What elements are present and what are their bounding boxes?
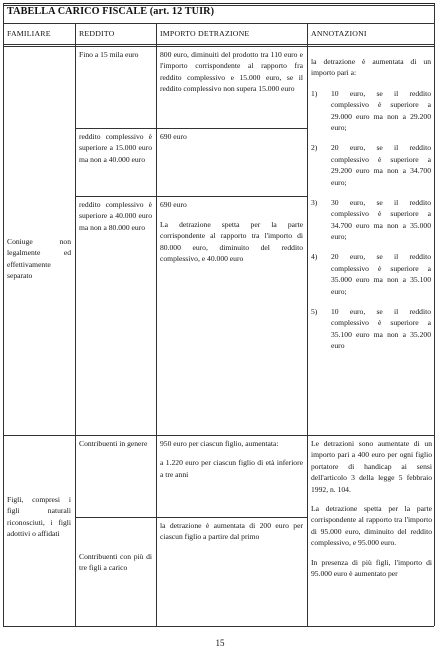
figli-reddito-2: Contribuenti con più di tre figli a carico	[79, 552, 152, 573]
annotazione-item	[311, 88, 431, 134]
figli-importo-2: la detrazione è aumentata di 200 euro per ciascun figlio a partire dal primo	[160, 521, 303, 542]
annotazione-text: 10 euro, se il reddito complessivo è superiore a 29.000 euro ma non a 29.200 euro;	[331, 88, 431, 132]
column-divider-1	[75, 23, 76, 626]
figli-importo-1-line1: 950 euro per ciascun figlio, aumentata:	[160, 439, 279, 448]
figli-annotazione-2: La detrazione spetta per la parte corrispondente al rapporto tra l'importo di 95.000 euro, diminuito del reddito complessivo, e 95.000 euro.	[311, 503, 432, 548]
table-border-left	[3, 3, 4, 626]
header-separator-inner	[3, 46, 434, 47]
header-familiare: FAMILIARE	[7, 29, 51, 38]
header-separator	[3, 44, 434, 45]
annotazione-item	[311, 142, 431, 188]
figli-reddito-1: Contribuenti in genere	[79, 439, 148, 448]
annotazione-text: 10 euro, se il reddito complessivo è superiore a 35.100 euro ma non a 35.200 euro	[331, 307, 431, 351]
coniuge-importo-3: 690 euro	[160, 200, 187, 209]
table-border-top	[3, 3, 434, 4]
coniuge-reddito-3: reddito complessivo è superiore a 40.000 euro ma non a 80.000 euro	[79, 200, 152, 232]
header-annotazioni: ANNOTAZIONI	[311, 29, 367, 38]
coniuge-importo-2: 690 euro	[160, 132, 187, 141]
annotazione-text: 30 euro, se il reddito complessivo è superiore a 34.700 euro ma non a 35.000 euro;	[331, 197, 431, 242]
coniuge-annotazioni-intro: la detrazione è aumentata di un importo pari a:	[311, 57, 431, 78]
column-divider-3	[307, 23, 308, 626]
coniuge-annotazioni	[311, 56, 431, 361]
annotazione-number: 1)	[311, 88, 318, 98]
coniuge-familiare: Coniuge non legalmente ed effettivamente separato	[7, 237, 71, 281]
table-border-bottom	[3, 626, 434, 627]
annotazione-number: 3)	[311, 197, 318, 207]
page-number: 15	[215, 638, 225, 648]
annotazione-item	[311, 197, 431, 243]
figli-annotazione-3: In presenza di più figli, l'importo di 95.000 euro è aumentato per	[311, 557, 432, 578]
title-separator	[3, 23, 434, 24]
row-separator-1	[75, 128, 307, 129]
figli-importo-1-line2: a 1.220 euro per ciascun figlio di età inferiore a tre anni	[160, 458, 303, 479]
figli-familiare: Figli, compresi i figli naturali riconosciuti, i figli adottivi o affidati	[7, 495, 71, 539]
table-border-right	[434, 3, 435, 626]
row-separator-3	[75, 517, 307, 518]
annotazione-number: 2)	[311, 143, 318, 153]
annotazione-number: 5)	[311, 307, 318, 317]
figli-annotazione-1: Le detrazioni sono aumentate di un importo pari a 400 euro per ogni figlio portatore di handicap ai sensi dell'articolo 3 della legge 5 febbraio 1992, n. 104.	[311, 439, 432, 494]
coniuge-reddito-1: Fino a 15 mila euro	[79, 50, 139, 59]
figli-annotazioni	[311, 438, 432, 587]
section-separator	[3, 435, 434, 436]
header-importo: IMPORTO DETRAZIONE	[160, 29, 250, 38]
table-title: TABELLA CARICO FISCALE (art. 12 TUIR)	[7, 6, 215, 17]
annotazione-item	[311, 306, 431, 352]
coniuge-reddito-2: reddito complessivo è superiore a 15.000 euro ma non a 40.000 euro	[79, 132, 152, 164]
coniuge-importo-3-nota: La detrazione spetta per la parte corrispondente al rapporto tra l'importo di 80.000 euro, diminuito del reddito complessivo, e 40.000 euro	[160, 220, 303, 264]
figli-importo-1	[160, 438, 303, 488]
column-divider-2	[156, 23, 157, 626]
annotazione-number: 4)	[311, 252, 318, 262]
row-separator-2	[75, 196, 307, 197]
annotazione-item	[311, 251, 431, 297]
annotazione-text: 20 euro, se il reddito complessivo è superiore a 35.000 euro ma non a 35.100 euro;	[331, 252, 431, 296]
header-reddito: REDDITO	[79, 29, 115, 38]
annotazione-text: 20 euro, se il reddito complessivo è superiore a 29.200 euro ma non a 34.700 euro;	[331, 143, 431, 187]
coniuge-importo-1: 800 euro, diminuiti del prodotto tra 110 euro e l'importo corrispondente al rapporto fra reddito complessivo e 15.000 euro, se il reddito complessivo non supera 15.000 euro	[160, 50, 303, 94]
